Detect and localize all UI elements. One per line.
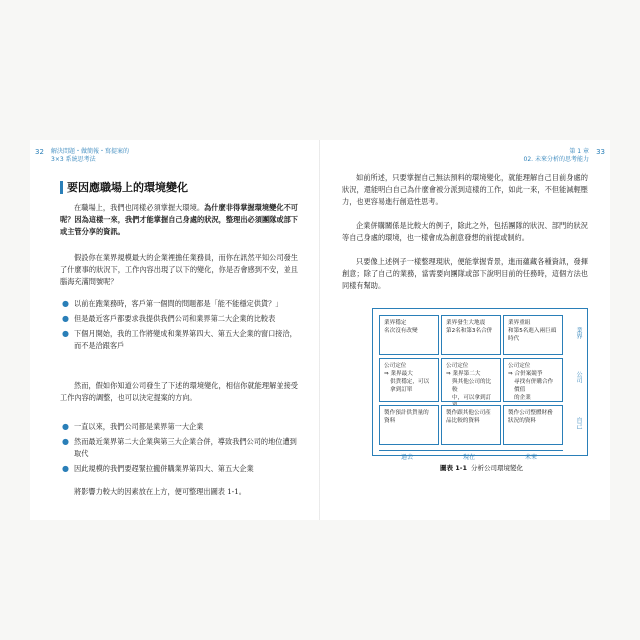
bullet-icon: ● — [62, 329, 69, 338]
cell-company-future: 公司定位 ⇒ 合併案競爭 尋找有併購合作價值 的企業 — [503, 358, 563, 402]
side-label-company: 公司 — [575, 371, 582, 383]
list-item: ● 然而最近業界第二大企業與第三大企業合併，導致我們公司的地位遭到取代 — [62, 437, 297, 458]
diagram-side-labels — [567, 315, 583, 445]
right-page — [320, 140, 610, 520]
cell-company-present: 公司定位 ⇒ 業界第二大 與其他公司的比較 中，可以拿到訂 — [441, 358, 501, 402]
cell-company-past: 公司定位 ⇒ 業界最大 供貨穩定，可以 拿到訂單 — [379, 358, 439, 402]
left-header-line1: 解決問題・做簡報・寫提案的 — [51, 148, 130, 155]
paragraph-1-normal: 在職場上，我們也同樣必須掌握大環境。 — [74, 203, 205, 212]
paragraph-1-bold: 為什麼非得掌握環境變化不可呢？因為這樣一來，我們才能掌握自己身處的狀況，整理出必須團隊或部下或主管分享的資訊。 — [60, 203, 298, 236]
time-label-past: 過去 — [401, 454, 414, 461]
figure-title: 分析公司環境變化 — [471, 464, 524, 472]
list-item: ● 下個月開始，我的工作將變成和業界第四大、第五大企業的窗口接洽，而不是洽跟客戶 — [62, 329, 297, 350]
right-header-line2: 02. 未來分析的思考能力 — [523, 156, 589, 163]
left-page — [30, 140, 320, 520]
cell-self-present: 製作跟其他公司產 品比較的資料 — [441, 405, 501, 445]
cell-industry-future: 業界重組 和第5名進入兩巨頭時代 — [503, 315, 563, 355]
cell-industry-present: 業界發生大地震 第2名和第3名合併 — [441, 315, 501, 355]
environment-diagram — [372, 308, 588, 461]
right-paragraph-1: 如前所述，只要掌握自己無法預料的環境變化，就能理解自己目前身處的狀況，還能明白自己為什麼會被分派到這樣的工作，如此一來，不但能減輕壓力，也更容易進行創造性思考。 — [342, 173, 588, 206]
time-label-present: 現在 — [463, 454, 476, 461]
section-title: 要因應職場上的環境變化 — [60, 181, 188, 194]
list-item: ● 一直以來，我們公司都是業界第一大企業 — [62, 422, 204, 431]
left-header-line2: 3×3 系統思考法 — [51, 156, 96, 163]
right-paragraph-2: 企業併購關係是比較大的例子，除此之外，包括團隊的狀況、部門的狀況等自己身處的環境，也一樣會成為創意發想的前提或制約。 — [342, 221, 588, 242]
page-number-left: 32 — [35, 148, 44, 156]
paragraph-1 — [60, 202, 298, 238]
diagram-timeline — [379, 447, 563, 461]
bullet-icon: ● — [62, 437, 69, 446]
bullet-icon: ● — [62, 464, 69, 473]
cell-self-future: 製作公司整體財務 狀況的資料 — [503, 405, 563, 445]
paragraph-2: 假設你在業界規模最大的企業裡擔任業務員，而你在訊然平知公司發生了什麼事的狀況下，工作內容出現了以下的變化，你是否會感到不安，並且腦海充滿問號呢？ — [60, 253, 298, 286]
paragraph-3: 然而，假如你知道公司發生了下述的環境變化，相信你就能理解並接受工作內容的調整，也可以決定提案的方向。 — [60, 381, 298, 402]
list-item: ● 但是最近客戶都要求我提供我們公司和業界第二大企業的比較表 — [62, 314, 276, 323]
bullet-list-1 — [62, 298, 302, 355]
right-header-line1: 第 1 章 — [569, 148, 589, 155]
bullet-icon: ● — [62, 314, 69, 323]
paragraph-4: 將影響力較大的因素放在上方，便可整理出圖表 1-1。 — [74, 487, 246, 496]
cell-industry-past: 業界穩定 名次沒有改變 — [379, 315, 439, 355]
bullet-icon: ● — [62, 299, 69, 308]
list-item: ● 以前在跑業務時，客戶第一個問的問題都是「能不能穩定供貨？」 — [62, 299, 283, 308]
right-paragraph-3: 只要像上述例子一樣整理現狀，便能掌握背景，進而蘊藏各種資訊，發揮創意；除了自己的業務，當需要向團隊或部下說明目前的任務時，這個方法也同樣有幫助。 — [342, 257, 588, 290]
figure-caption — [440, 463, 523, 472]
bullet-icon: ● — [62, 422, 69, 431]
list-item: ● 因此規模的我們要趕緊拉攏併購業界第四大、第五大企業 — [62, 464, 254, 473]
page-number-right: 33 — [596, 148, 605, 156]
cell-self-past: 製作預計供貨量的 資料 — [379, 405, 439, 445]
diagram-grid — [379, 315, 563, 445]
timeline-bar — [379, 450, 563, 451]
side-label-self: 自己 — [575, 417, 582, 429]
bullet-list-2 — [62, 421, 302, 478]
figure-number: 圖表 1-1 — [440, 464, 468, 472]
time-label-future: 未來 — [525, 454, 538, 461]
side-label-industry: 業界 — [575, 327, 582, 339]
